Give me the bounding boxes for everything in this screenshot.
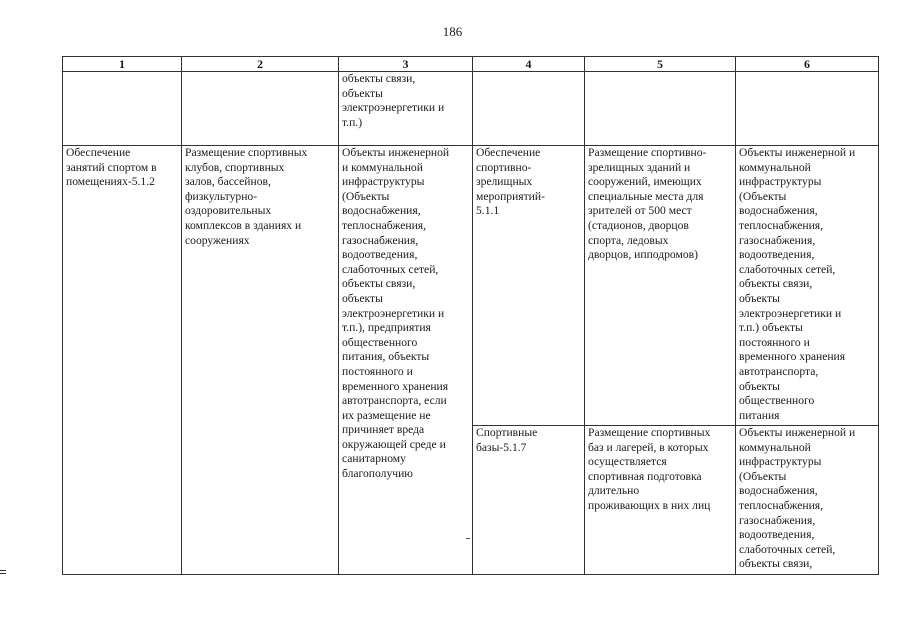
margin-mark [0, 570, 6, 574]
header-col-1: 1 [63, 57, 182, 72]
header-col-6: 6 [736, 57, 879, 72]
sub-row-1-cell-5 [585, 146, 736, 426]
main-cell-1-text: Обеспечение занятий спортом в помещениях-5.1.2 [66, 146, 157, 189]
continuation-cell-2 [182, 72, 339, 146]
sub-row-2-cell-4 [473, 426, 585, 575]
header-col-4: 4 [473, 57, 585, 72]
continuation-cell-5 [585, 72, 736, 146]
table-row [63, 146, 879, 426]
sub-row-1-cell-4-text: Обеспечение спортивно- зрелищных мероприятий- 5.1.1 [476, 146, 545, 218]
header-col-2: 2 [182, 57, 339, 72]
main-cell-2-text: Размещение спортивных клубов, спортивных залов, бассейнов, физкультурно- оздоровительных комплексов в зданиях и сооружениях [185, 146, 308, 247]
land-use-table [62, 56, 879, 575]
sub-row-2-cell-5 [585, 426, 736, 575]
continuation-cell-6 [736, 72, 879, 146]
continuation-row [63, 72, 879, 146]
main-cell-3-text: Объекты инженерной и коммунальной инфраструктуры (Объекты водоснабжения, теплоснабжения, газоснабжения, водоотведения, слаботочных сетей, объекты связи, объекты электроэнергетики и т.п.), предприятия общественного питания, объекты постоянного и временного хранения автотранспорта, если их размещение не причиняет вреда окружающей среде и санитарному благополучию [342, 146, 450, 481]
main-cell-3 [339, 146, 473, 575]
continuation-cell-3 [339, 72, 473, 146]
sub-row-1-cell-5-text: Размещение спортивно- зрелищных зданий и сооружений, имеющих специальные места для зрителей от 500 мест (стадионов, дворцов спорта, ледовых дворцов, ипподромов) [588, 146, 707, 262]
sub-row-1-cell-4 [473, 146, 585, 426]
sub-row-2-cell-4-text: Спортивные базы-5.1.7 [476, 426, 538, 454]
continuation-cell-3-text: объекты связи, объекты электроэнергетики и т.п.) [342, 72, 445, 129]
sub-row-1-cell-6 [736, 146, 879, 426]
sub-row-2-cell-6 [736, 426, 879, 575]
page-number: 186 [442, 24, 463, 39]
continuation-cell-4 [473, 72, 585, 146]
sub-row-2-cell-5-text: Размещение спортивных баз и лагерей, в которых осуществляется спортивная подготовка длительно проживающих в них лиц [588, 426, 711, 512]
header-col-5: 5 [585, 57, 736, 72]
sub-row-1-cell-6-text: Объекты инженерной и коммунальной инфраструктуры (Объекты водоснабжения, теплоснабжения, газоснабжения, водоотведения, слаботочных сетей, объекты связи, объекты электроэнергетики и т.п.) объекты постоянного и временного хранения автотранспорта, объекты общественного питания [739, 146, 856, 422]
scan-artifact-mark [466, 538, 470, 539]
main-cell-2 [182, 146, 339, 575]
header-row [63, 57, 879, 72]
main-cell-1 [63, 146, 182, 575]
continuation-cell-1 [63, 72, 182, 146]
sub-row-2-cell-6-text: Объекты инженерной и коммунальной инфраструктуры (Объекты водоснабжения, теплоснабжения, газоснабжения, водоотведения, слаботочных сетей, объекты связи, [739, 426, 856, 571]
header-col-3: 3 [339, 57, 473, 72]
